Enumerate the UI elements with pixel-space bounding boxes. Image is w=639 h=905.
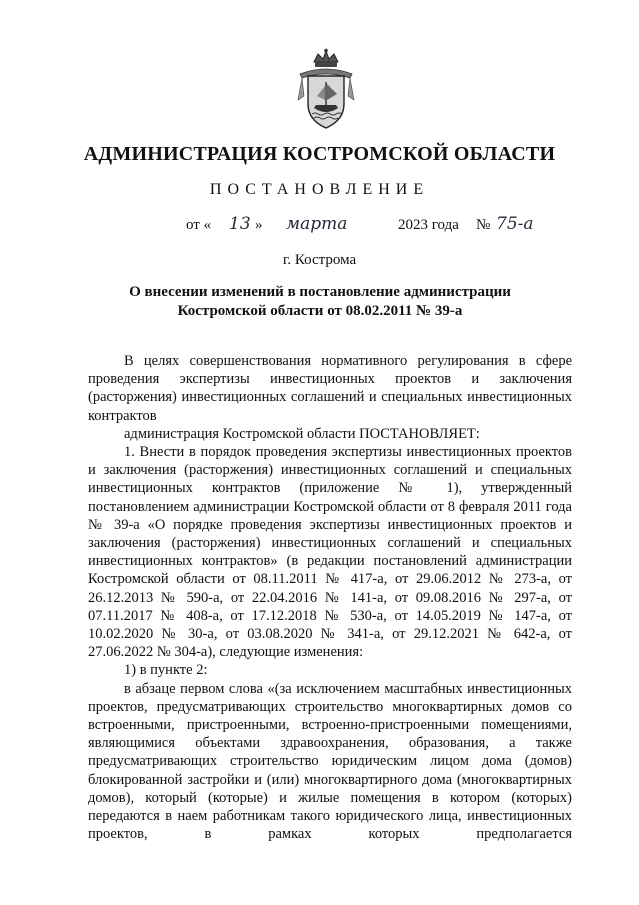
document-number: 75-а xyxy=(496,214,534,234)
subject-heading xyxy=(100,283,540,321)
paragraph-abzac: в абзаце первом слова «(за исключением масштабных инвестиционных проектов, предусматривающих строительство многоквартирных домов со встроенными, пристроенными, встроенно-пристроенными помещениями, являющимися объектами здравоохранения, образования, а также предусматривающих строительство юридическим лицом дома (домов) блокированной застройки и (или) многоквартирного дома (многоквартирных домов), который (которые) и жилые помещения в котором (которых) передаются в наем работникам такого юридического лица, инвестиционных проектов, в рамках которых предполагается xyxy=(88,680,572,843)
paragraph-preamble: В целях совершенствования нормативного регулирования в сфере проведения экспертизы инвестиционных проектов и заключения (расторжения) инвестиционных соглашений и специальных инвестиционных контрактов xyxy=(88,353,572,424)
coat-of-arms-icon xyxy=(290,48,362,132)
paragraph-resolves: администрация Костромской области ПОСТАНОВЛЯЕТ: xyxy=(124,425,480,442)
date-day: 13 xyxy=(229,214,251,234)
subject-line-1: О внесении изменений в постановление администрации xyxy=(129,284,511,300)
document-body xyxy=(88,352,572,843)
document-type: ПОСТАНОВЛЕНИЕ xyxy=(209,181,430,198)
date-year: 2023 года xyxy=(398,217,459,233)
date-month: марта xyxy=(286,214,348,234)
date-prefix: от « xyxy=(186,217,212,233)
paragraph-subitem-1: 1) в пункте 2: xyxy=(124,662,208,679)
organization-title: АДМИНИСТРАЦИЯ КОСТРОМСКОЙ ОБЛАСТИ xyxy=(83,143,556,165)
subject-line-2: Костромской области от 08.02.2011 № 39-а xyxy=(177,303,463,319)
paragraph-item-1: 1. Внести в порядок проведения экспертизы инвестиционных проектов и заключения (расторжения) инвестиционных соглашений и специальных инвестиционных контрактов (приложение № 1), утвержденный постановлением администрации Костромской области от 8 февраля 2011 года № 39-а «О порядке проведения экспертизы инвестиционных проектов и заключения (расторжения) инвестиционных соглашений и специальных инвестиционных контрактов» (в редакции постановлений администрации Костромской области от 08.11.2011 № 417-а, от 29.06.2012 № 273-а, от 26.12.2013 № 590-а, от 22.04.2016 № 141-а, от 09.08.2016 № 297-а, от 07.11.2017 № 408-а, от 17.12.2018 № 530-а, от 14.05.2019 № 147-а, от 10.02.2020 № 30-а, от 03.08.2020 № 341-а, от 29.12.2021 № 642-а, от 27.06.2022 № 304-а), следующие изменения: xyxy=(88,444,572,661)
date-line xyxy=(0,214,639,240)
date-day-close: » xyxy=(255,217,263,233)
number-label: № xyxy=(476,217,491,233)
city: г. Кострома xyxy=(282,252,357,268)
